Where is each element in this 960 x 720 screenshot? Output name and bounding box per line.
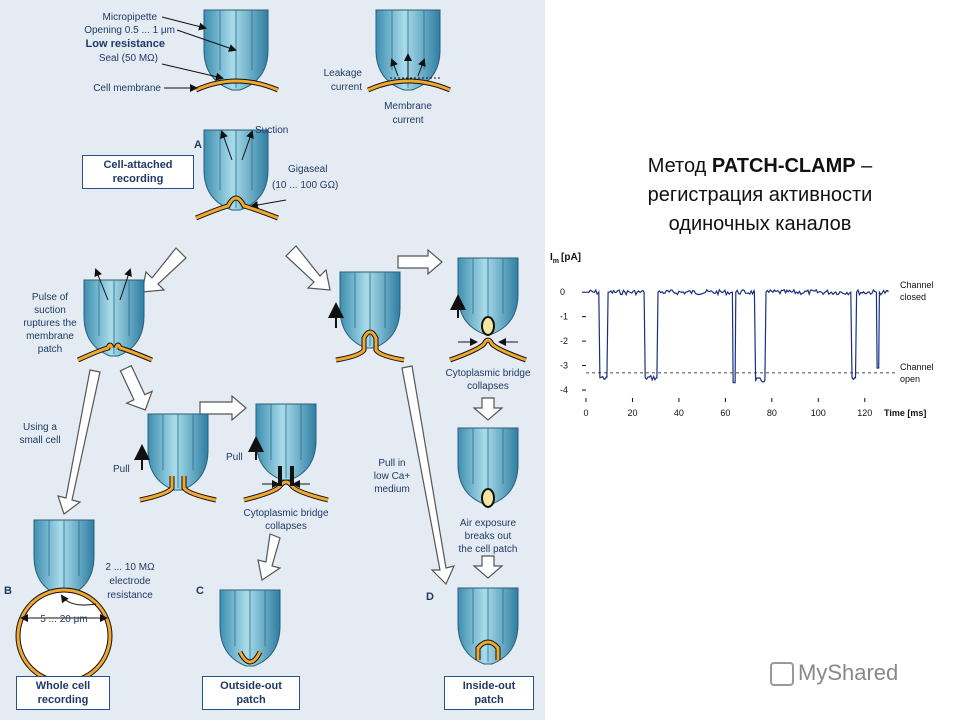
letter-c: C [196, 585, 204, 597]
label-electrode-3: resistance [107, 590, 153, 601]
trace-svg [548, 244, 944, 424]
label-pulse-2: suction [34, 305, 66, 316]
pipette-inside-out [458, 588, 518, 664]
label-electrode-1: 2 ... 10 MΩ [105, 562, 155, 573]
channel-open-label-2: open [900, 374, 921, 384]
label-seal: Seal (50 MΩ) [98, 53, 158, 64]
channel-closed-label-1: Channel [900, 280, 934, 290]
watermark [770, 660, 898, 686]
label-cell-size: 5 ... 20 μm [40, 614, 88, 625]
label-low-ca-2: low Ca+ [373, 471, 411, 482]
channel-open-label-1: Channel [900, 362, 934, 372]
slide-title-line1 [590, 152, 930, 181]
watermark-text: MyShared [798, 660, 899, 685]
label-air-2: breaks out [464, 531, 512, 542]
letter-b: B [4, 585, 12, 597]
letter-d: D [426, 591, 434, 603]
channel-closed-label-2: closed [900, 292, 927, 302]
title-prefix: Метод [647, 155, 712, 177]
label-pulse-3: ruptures the [23, 318, 77, 329]
label-air-1: Air exposure [459, 518, 517, 529]
pipette-right-collapse [450, 258, 526, 360]
label-using-2: small cell [19, 435, 61, 446]
x-tick-label: 60 [720, 408, 731, 418]
box-cell-attached [82, 155, 194, 189]
pipette-whole-cell [18, 520, 110, 682]
label-low-resistance: Low resistance [85, 38, 165, 50]
label-pulse-1: Pulse of [31, 292, 69, 303]
label-opening: Opening 0.5 ... 1 μm [84, 25, 175, 36]
x-tick-label: 20 [627, 408, 638, 418]
pipette-top-2 [368, 10, 450, 90]
label-pull-mid: Pull [226, 452, 243, 463]
pipette-outside-out [220, 590, 280, 666]
pipette-pulse [78, 270, 152, 360]
x-tick-label: 0 [583, 408, 589, 418]
x-tick-label: 120 [857, 408, 873, 418]
box-inside-out-line2: patch [474, 694, 504, 706]
label-leakage-2: current [330, 82, 362, 93]
y-tick-label: -3 [560, 360, 569, 371]
label-pulse-5: patch [37, 344, 63, 355]
label-pull-left: Pull [113, 464, 130, 475]
slide-title-line2: регистрация активности [647, 184, 873, 206]
box-whole-cell-line2: recording [37, 694, 89, 706]
box-whole-cell-line1: Whole cell [35, 680, 91, 692]
pipette-pull-left [140, 414, 216, 500]
box-whole-cell [16, 676, 110, 710]
label-suction: Suction [255, 125, 289, 136]
label-gigaseal-range: (10 ... 100 GΩ) [272, 180, 339, 191]
watermark-logo-icon [770, 662, 794, 686]
label-cell-membrane: Cell membrane [93, 83, 161, 94]
label-electrode-2: electrode [109, 576, 151, 587]
label-membrane-current-2: current [392, 115, 424, 126]
label-gigaseal: Gigaseal [288, 164, 328, 175]
box-cell-attached-line1: Cell-attached [103, 159, 173, 171]
label-micropipette: Micropipette [102, 12, 157, 23]
box-outside-out-line1: Outside-out [220, 680, 282, 692]
trace-series-line [586, 290, 888, 383]
x-tick-label: 40 [673, 408, 684, 418]
pipette-cell-attached [196, 130, 278, 218]
pipette-pull-mid [244, 404, 328, 500]
label-leakage-1: Leakage [323, 68, 362, 79]
box-inside-out [444, 676, 534, 710]
pipette-right-mid [336, 272, 404, 360]
label-air-3: the cell patch [458, 544, 518, 555]
label-bridge-mid-1: Cytoplasmic bridge [243, 508, 329, 519]
label-bridge-right-2: collapses [467, 381, 509, 392]
label-membrane-current-1: Membrane [384, 101, 432, 112]
x-tick-label: 100 [810, 408, 826, 418]
box-outside-out-line2: patch [236, 694, 266, 706]
pipette-air-exposure [458, 428, 518, 507]
box-cell-attached-line2: recording [112, 173, 164, 185]
y-tick-label: -2 [560, 336, 569, 347]
box-inside-out-line1: Inside-out [462, 680, 516, 692]
pipette-top-1 [196, 10, 278, 90]
label-bridge-mid-2: collapses [265, 521, 307, 532]
y-axis-title: $I_m$ [pA] [550, 252, 582, 265]
y-tick-label: -4 [560, 385, 569, 395]
letter-a: A [194, 139, 202, 151]
current-trace-chart [548, 244, 944, 424]
label-low-ca-1: Pull in [378, 458, 406, 469]
title-suffix: – [855, 155, 873, 177]
y-tick-label: 0 [560, 287, 566, 298]
label-using-1: Using a [23, 422, 57, 433]
x-axis-title: Time [ms] [884, 408, 927, 418]
x-tick-label: 80 [766, 408, 777, 418]
slide-title [590, 152, 930, 239]
y-tick-label: -1 [560, 311, 569, 322]
label-pulse-4: membrane [26, 331, 74, 342]
title-bold: PATCH-CLAMP [711, 155, 856, 177]
slide-title-line3: одиночных каналов [668, 213, 852, 235]
label-bridge-right-1: Cytoplasmic bridge [445, 368, 531, 379]
box-outside-out [202, 676, 300, 710]
label-low-ca-3: medium [374, 484, 410, 495]
